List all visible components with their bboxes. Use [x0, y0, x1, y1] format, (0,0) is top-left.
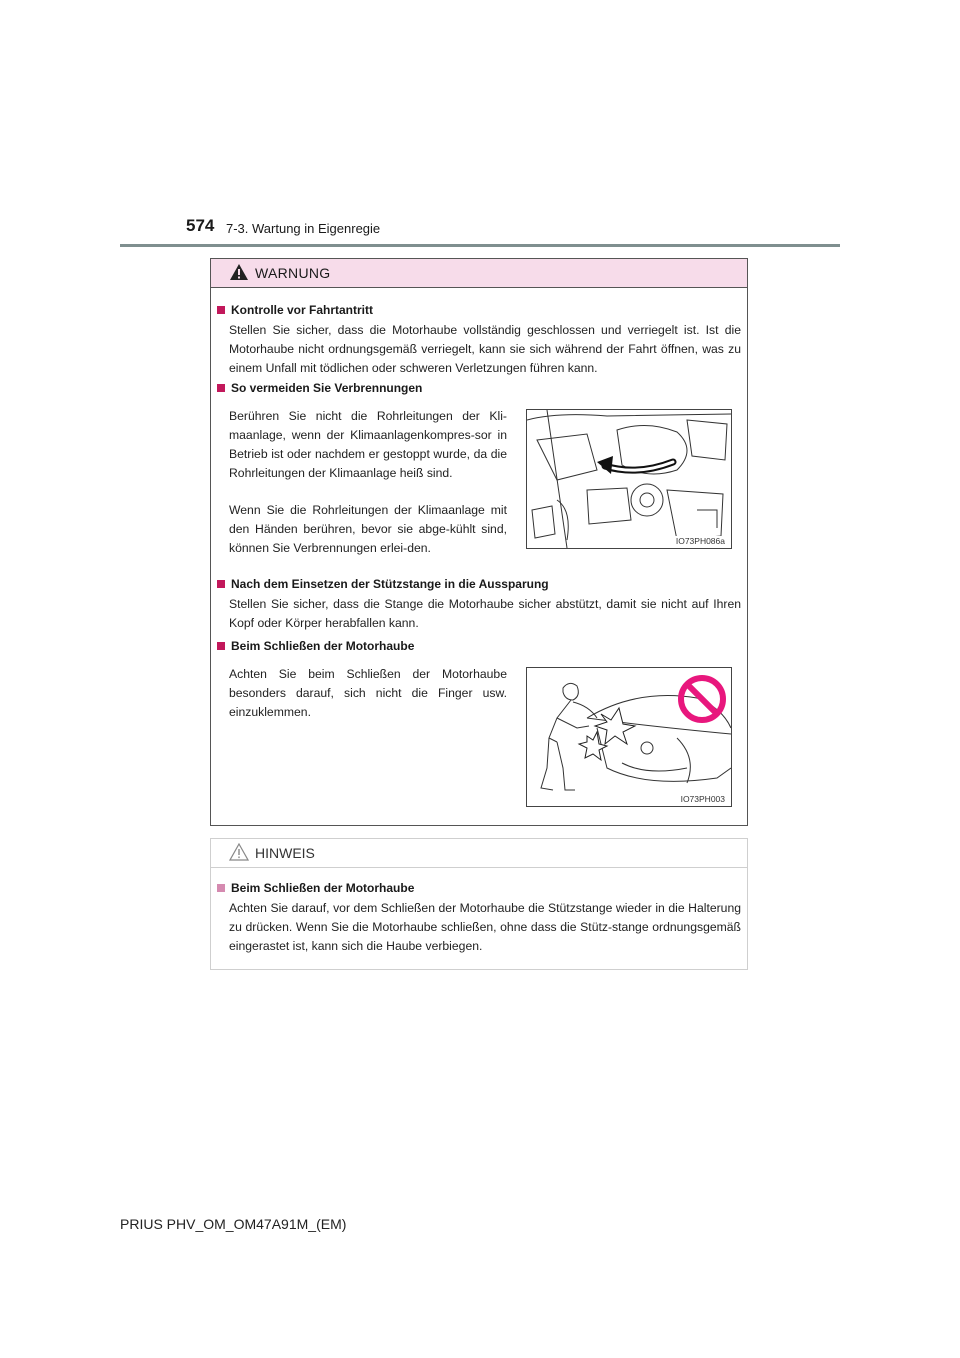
warning-box [210, 258, 748, 826]
warning-title: WARNUNG [255, 265, 331, 281]
caution-triangle-icon [229, 843, 249, 861]
figure-code: IO73PH003 [680, 794, 725, 804]
note-title: HINWEIS [255, 845, 315, 861]
section-heading-burns: So vermeiden Sie Verbrennungen [217, 381, 422, 395]
note-text: Achten Sie darauf, vor dem Schließen der Motorhaube die Stützstange wieder in die Halterung zu drücken. Wenn Sie die Motorhaube schließen, ohne dass die Stütz-stange ordnungsgemäß eingerastet ist, kann sich die Haube verbiegen. [229, 901, 741, 953]
engine-bay-figure [526, 409, 732, 549]
section-text-burns-1: Berühren Sie nicht die Rohrleitungen der Kli-maanlage, wenn der Klimaanlagenkompres-sor in Betrieb ist oder nachdem er gestoppt wurde, da die Rohrleitungen der Klimaanlage heiß sind. [229, 409, 507, 480]
section-heading-closing: Beim Schließen der Motorhaube [217, 639, 414, 653]
note-box [210, 838, 748, 970]
figure-code: IO73PH086a [675, 536, 725, 546]
header-rule [120, 244, 840, 247]
hood-closing-figure [526, 667, 732, 807]
section-text-burns-2: Wenn Sie die Rohrleitungen der Klimaanlage mit den Händen berühren, bevor sie abge-kühlt sind, können Sie Verbrennungen erlei-den. [229, 503, 507, 555]
note-header [211, 839, 747, 868]
heading-marker-icon [217, 884, 225, 892]
page-number: 574 [186, 216, 215, 235]
section-text-prop-rod: Stellen Sie sicher, dass die Stange die Motorhaube sicher abstützt, damit sie nicht auf Ihren Kopf oder Körper herabfallen kann. [229, 597, 741, 630]
heading-marker-icon [217, 384, 225, 392]
section-text-check: Stellen Sie sicher, dass die Motorhaube vollständig geschlossen und verriegelt ist. Ist die Motorhaube nicht ordnungsgemäß verriegelt, kann sie sich während der Fahrt öffnen, was zu einem Unfall mit tödlichen oder schweren Verletzungen führen kann. [229, 323, 741, 375]
warning-triangle-icon [229, 263, 249, 281]
engine-bay-illustration [527, 410, 731, 548]
heading-marker-icon [217, 580, 225, 588]
section-heading-prop-rod: Nach dem Einsetzen der Stützstange in die Aussparung [217, 577, 549, 591]
section-text-closing: Achten Sie beim Schließen der Motorhaube besonders darauf, sich nicht die Finger usw. einzuklemmen. [229, 667, 507, 719]
heading-marker-icon [217, 306, 225, 314]
section-heading-check: Kontrolle vor Fahrtantritt [217, 303, 373, 317]
note-heading: Beim Schließen der Motorhaube [217, 881, 414, 895]
footer-document-code: PRIUS PHV_OM_OM47A91M_(EM) [120, 1216, 347, 1232]
prohibition-icon [677, 674, 727, 724]
warning-header [211, 259, 747, 288]
section-title: 7-3. Wartung in Eigenregie [226, 221, 381, 236]
heading-marker-icon [217, 642, 225, 650]
